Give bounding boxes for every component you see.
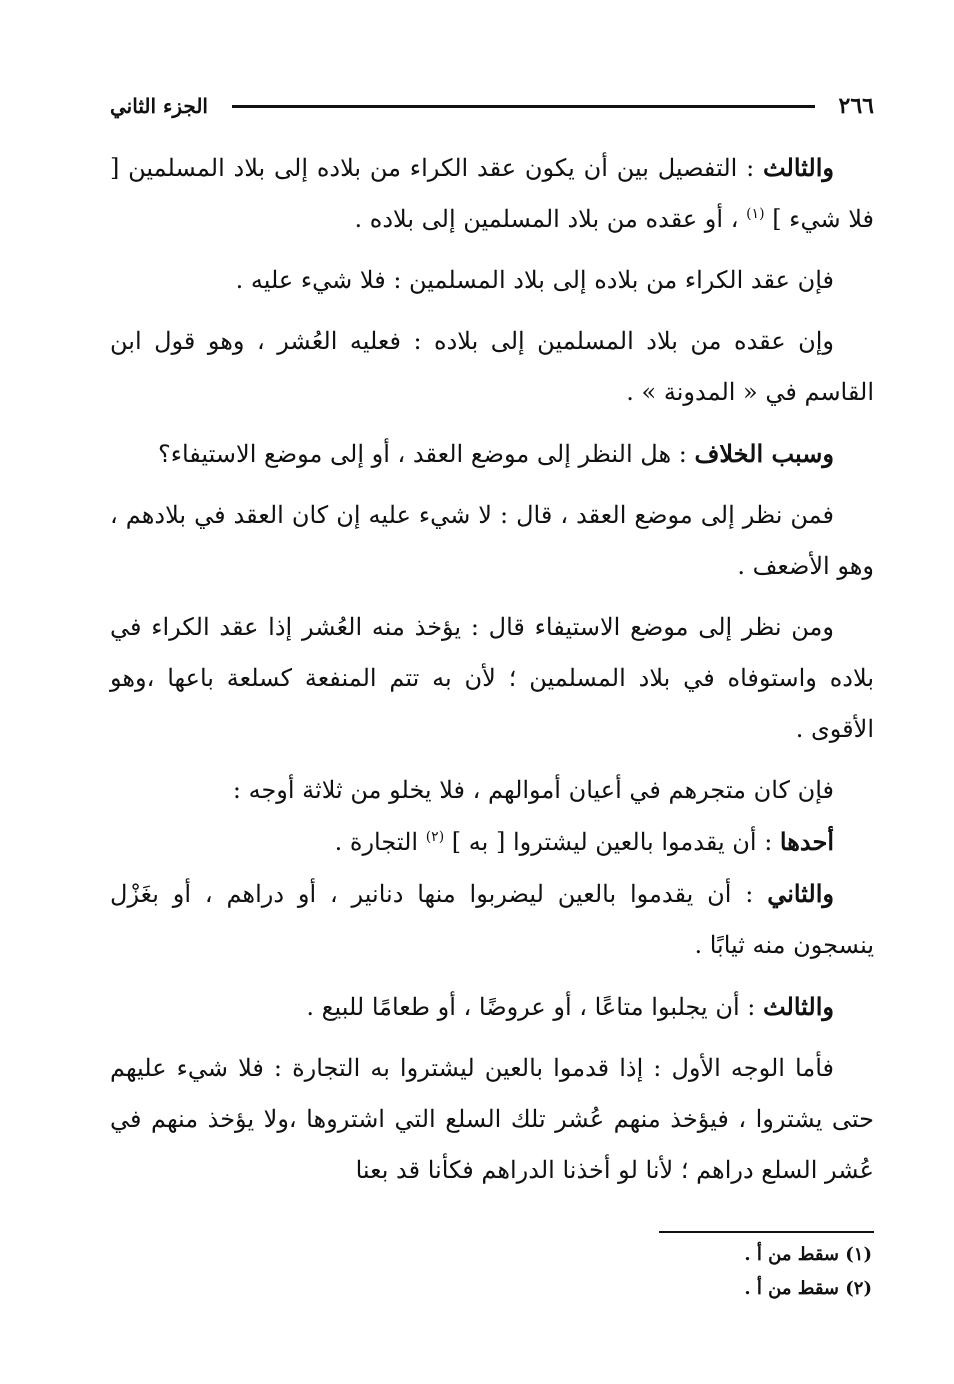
paragraph-text: فإن عقد الكراء من بلاده إلى بلاد المسلمين : فلا شيء عليه .: [235, 266, 834, 294]
running-title: الجزء الثاني: [110, 94, 208, 118]
paragraph-text: ومن نظر إلى موضع الاستيفاء قال : يؤخذ منه العُشر إذا عقد الكراء في بلاده واستوفاه في بلاد المسلمين ؛ لأن به تتم المنفعة كسلعة باعها ،وهو الأقوى .: [110, 613, 874, 743]
paragraph: [110, 255, 874, 306]
paragraph: [110, 316, 874, 418]
page-number: ٢٦٦: [838, 93, 874, 119]
paragraph: [110, 602, 874, 755]
paragraph: [110, 765, 874, 816]
footnote-rule: [659, 1231, 874, 1233]
footnote-ref: (٢): [425, 829, 445, 845]
paragraph-text: فمن نظر إلى موضع العقد ، قال : لا شيء عليه إن كان العقد في بلادهم ، وهو الأضعف .: [110, 501, 874, 580]
paragraph-text: فأما الوجه الأول : إذا قدموا بالعين ليشتروا به التجارة : فلا شيء عليهم حتى يشتروا ، فيؤخذ منهم عُشر تلك السلع التي اشتروها ،ولا يؤخذ منهم في عُشر السلع دراهم ؛ لأنا لو أخذنا الدراهم فكأنا قد بعنا: [110, 1054, 874, 1184]
body-text: [110, 142, 874, 1206]
paragraph-lead: والثالث: [762, 992, 834, 1021]
footnotes: [472, 1238, 872, 1306]
paragraph-text: : أن يقدموا بالعين ليشتروا [ به ]: [451, 828, 780, 856]
paragraph: [110, 490, 874, 592]
paragraph-lead: وسبب الخلاف: [694, 439, 834, 468]
paragraph: [110, 816, 874, 868]
running-header: [110, 86, 874, 126]
paragraph-text: فإن كان متجرهم في أعيان أموالهم ، فلا يخلو من ثلاثة أوجه :: [232, 776, 834, 804]
paragraph-lead: والثالث: [762, 153, 834, 182]
footnote-ref: (١): [746, 206, 765, 222]
paragraph: [110, 428, 874, 480]
footnote: (١) سقط من أ .: [744, 1244, 872, 1265]
paragraph-text: : أن يقدموا بالعين ليضربوا منها دنانير ، أو دراهم ، أو بغَزْل ينسجون منه ثيابًا .: [110, 880, 874, 959]
paragraph-tail: ، أو عقده من بلاد المسلمين إلى بلاده .: [354, 205, 747, 233]
paragraph-text: : أن يجلبوا متاعًا ، أو عروضًا ، أو طعامًا للبيع .: [306, 993, 763, 1021]
paragraph: [110, 868, 874, 971]
paragraph-text: : التفصيل بين أن يكون عقد الكراء من بلاده إلى بلاد المسلمين [ فلا شيء ]: [110, 154, 874, 233]
paragraph-lead: أحدها: [779, 827, 834, 856]
paragraph-tail: التجارة .: [334, 828, 426, 856]
paragraph-text: وإن عقده من بلاد المسلمين إلى بلاده : فعليه العُشر ، وهو قول ابن القاسم في « المدونة » .: [110, 327, 874, 406]
paragraph-lead: والثاني: [767, 879, 834, 908]
paragraph: [110, 981, 874, 1033]
paragraph: [110, 1043, 874, 1196]
header-rule: [232, 105, 815, 108]
footnote: (٢) سقط من أ .: [744, 1278, 872, 1299]
paragraph-text: : هل النظر إلى موضع العقد ، أو إلى موضع الاستيفاء؟: [157, 440, 695, 468]
paragraph: [110, 142, 874, 245]
